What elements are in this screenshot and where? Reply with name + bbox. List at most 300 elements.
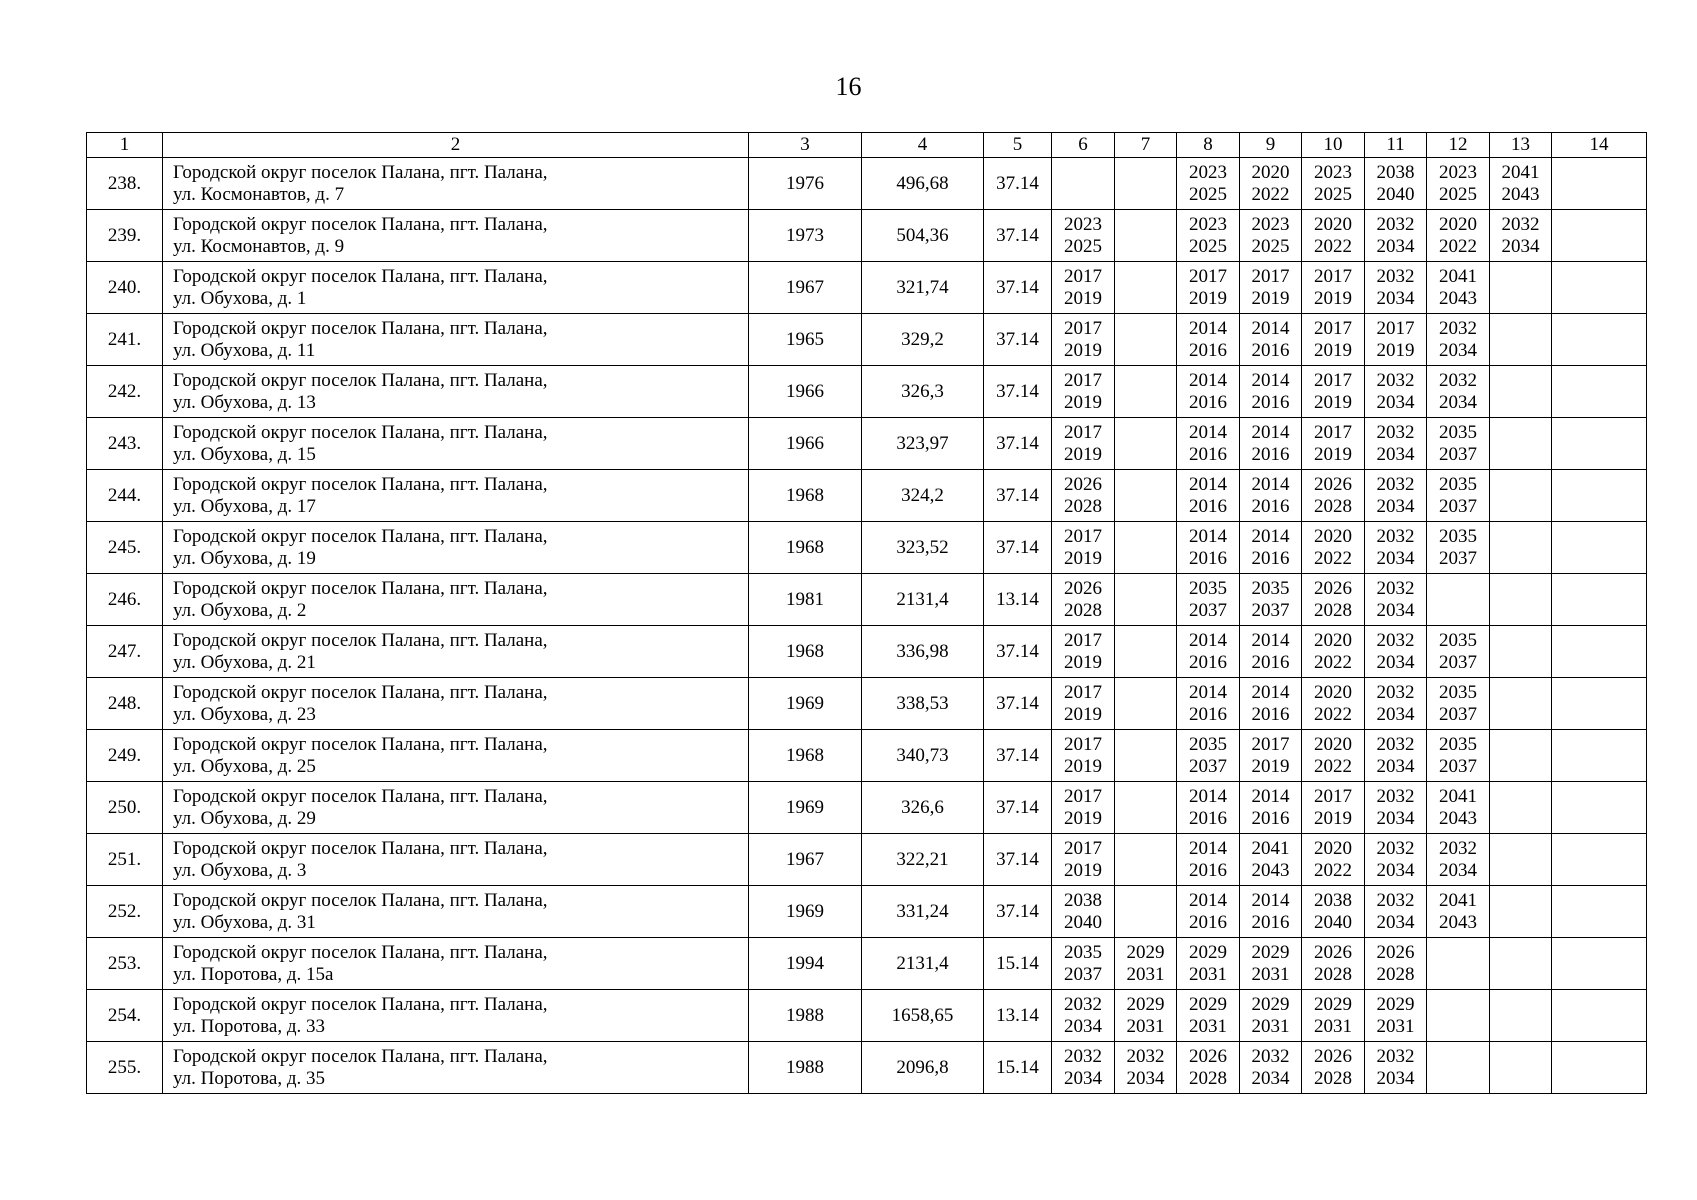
period-c12 [1427, 678, 1490, 730]
area-value-text: 323,52 [896, 536, 949, 558]
period-c12 [1427, 886, 1490, 938]
period-c8 [1177, 262, 1240, 314]
period-c10 [1302, 158, 1365, 210]
period-c8 [1177, 210, 1240, 262]
area-value [862, 314, 984, 366]
code-value [984, 782, 1052, 834]
period-c9 [1240, 626, 1302, 678]
period-year: 2023 [1189, 161, 1227, 183]
area-value [862, 938, 984, 990]
row-number-text: 243. [107, 432, 142, 454]
period-year: 2034 [1376, 807, 1415, 829]
period-year: 2028 [1314, 963, 1352, 985]
period-c14 [1552, 834, 1647, 886]
period-c6 [1052, 522, 1115, 574]
period-year: 2023 [1189, 213, 1227, 235]
period-c7 [1115, 938, 1177, 990]
row-number-text: 248. [107, 692, 142, 714]
period-c8 [1177, 886, 1240, 938]
period-year: 2019 [1064, 651, 1102, 673]
period-c13 [1490, 262, 1552, 314]
period-year: 2028 [1314, 495, 1352, 517]
code-value [984, 626, 1052, 678]
row-number [87, 574, 163, 626]
code-value [984, 262, 1052, 314]
period-year: 2019 [1064, 703, 1102, 725]
period-year: 2017 [1064, 317, 1102, 339]
period-year: 2022 [1314, 547, 1352, 569]
period-year: 2032 [1439, 317, 1477, 339]
code-value [984, 418, 1052, 470]
period-year: 2022 [1314, 703, 1352, 725]
table-row [87, 158, 1647, 210]
code-value [984, 938, 1052, 990]
row-number-text: 255. [107, 1056, 142, 1078]
area-value-text: 324,2 [901, 484, 944, 506]
row-number [87, 782, 163, 834]
address-line: Городской округ поселок Палана, пгт. Палана, [173, 941, 548, 963]
row-number-text: 238. [107, 172, 142, 194]
period-c10 [1302, 990, 1365, 1042]
row-number [87, 990, 163, 1042]
period-year: 2035 [1439, 421, 1477, 443]
period-year: 2025 [1189, 183, 1227, 205]
column-header: 4 [862, 133, 984, 158]
period-year: 2020 [1314, 681, 1352, 703]
period-year: 2041 [1251, 837, 1290, 859]
period-c14 [1552, 210, 1647, 262]
period-year: 2032 [1376, 213, 1415, 235]
period-year: 2041 [1439, 785, 1477, 807]
period-year: 2023 [1439, 161, 1477, 183]
table-row [87, 938, 1647, 990]
area-value [862, 418, 984, 470]
build-year [749, 730, 862, 782]
build-year [749, 470, 862, 522]
period-year: 2031 [1251, 963, 1290, 985]
period-c14 [1552, 262, 1647, 314]
period-c10 [1302, 1042, 1365, 1094]
address-line: ул. Обухова, д. 29 [173, 807, 316, 829]
address-line: ул. Обухова, д. 23 [173, 703, 316, 725]
row-number-text: 251. [107, 848, 142, 870]
build-year-text: 1969 [786, 796, 824, 818]
period-c10 [1302, 210, 1365, 262]
period-c12 [1427, 366, 1490, 418]
period-year: 2035 [1189, 733, 1227, 755]
period-year: 2017 [1064, 525, 1102, 547]
period-c12 [1427, 314, 1490, 366]
address-line: Городской округ поселок Палана, пгт. Палана, [173, 525, 548, 547]
area-value [862, 678, 984, 730]
period-year: 2014 [1189, 317, 1227, 339]
column-header: 2 [163, 133, 749, 158]
period-c11 [1365, 262, 1427, 314]
period-year: 2016 [1189, 651, 1227, 673]
build-year-text: 1966 [786, 380, 824, 402]
period-year: 2026 [1064, 473, 1102, 495]
area-value [862, 366, 984, 418]
period-year: 2038 [1064, 889, 1102, 911]
column-header: 13 [1490, 133, 1552, 158]
period-year: 2037 [1251, 599, 1290, 621]
period-c11 [1365, 314, 1427, 366]
period-c7 [1115, 210, 1177, 262]
row-number [87, 886, 163, 938]
period-year: 2032 [1376, 369, 1415, 391]
period-year: 2029 [1251, 941, 1290, 963]
period-year: 2023 [1314, 161, 1352, 183]
column-header: 7 [1115, 133, 1177, 158]
period-year: 2017 [1189, 265, 1227, 287]
period-year: 2026 [1376, 941, 1415, 963]
period-year: 2031 [1376, 1015, 1415, 1037]
period-year: 2019 [1064, 443, 1102, 465]
period-year: 2034 [1064, 1015, 1102, 1037]
row-number [87, 678, 163, 730]
period-c9 [1240, 522, 1302, 574]
address-cell [163, 782, 749, 834]
period-c9 [1240, 782, 1302, 834]
period-year: 2019 [1251, 287, 1290, 309]
period-year: 2035 [1439, 681, 1477, 703]
period-year: 2020 [1251, 161, 1290, 183]
period-c9 [1240, 1042, 1302, 1094]
period-c7 [1115, 314, 1177, 366]
period-c8 [1177, 678, 1240, 730]
period-year: 2019 [1064, 807, 1102, 829]
period-c14 [1552, 418, 1647, 470]
code-value [984, 886, 1052, 938]
row-number-text: 239. [107, 224, 142, 246]
address-line: ул. Обухова, д. 13 [173, 391, 316, 413]
period-year: 2022 [1314, 235, 1352, 257]
row-number-text: 254. [107, 1004, 142, 1026]
address-line: Городской округ поселок Палана, пгт. Палана, [173, 317, 548, 339]
period-year: 2017 [1251, 733, 1290, 755]
code-value-text: 15.14 [996, 952, 1039, 974]
period-year: 2016 [1189, 547, 1227, 569]
address-line: Городской округ поселок Палана, пгт. Палана, [173, 577, 548, 599]
period-year: 2034 [1376, 287, 1415, 309]
period-c12 [1427, 626, 1490, 678]
period-year: 2034 [1376, 651, 1415, 673]
period-year: 2019 [1064, 339, 1102, 361]
period-year: 2035 [1439, 629, 1477, 651]
address-cell [163, 938, 749, 990]
period-year: 2026 [1314, 473, 1352, 495]
period-c13 [1490, 470, 1552, 522]
period-c13 [1490, 314, 1552, 366]
period-c11 [1365, 1042, 1427, 1094]
period-c12 [1427, 834, 1490, 886]
address-line: ул. Обухова, д. 21 [173, 651, 316, 673]
area-value-text: 321,74 [896, 276, 949, 298]
period-year: 2026 [1064, 577, 1102, 599]
period-year: 2022 [1251, 183, 1290, 205]
row-number-text: 244. [107, 484, 142, 506]
code-value [984, 1042, 1052, 1094]
header-row [87, 133, 1647, 158]
period-c11 [1365, 886, 1427, 938]
address-cell [163, 418, 749, 470]
period-year: 2037 [1439, 495, 1477, 517]
period-year: 2016 [1189, 443, 1227, 465]
period-year: 2031 [1189, 1015, 1227, 1037]
period-c10 [1302, 938, 1365, 990]
period-c14 [1552, 314, 1647, 366]
period-year: 2040 [1376, 183, 1415, 205]
period-c10 [1302, 886, 1365, 938]
period-c6 [1052, 158, 1115, 210]
period-c6 [1052, 730, 1115, 782]
period-year: 2014 [1189, 629, 1227, 651]
area-value-text: 2131,4 [896, 952, 949, 974]
period-year: 2032 [1064, 993, 1102, 1015]
period-year: 2034 [1376, 911, 1415, 933]
period-c6 [1052, 1042, 1115, 1094]
period-year: 2017 [1314, 265, 1352, 287]
build-year [749, 678, 862, 730]
code-value-text: 37.14 [996, 536, 1039, 558]
period-year: 2016 [1189, 807, 1227, 829]
period-c8 [1177, 834, 1240, 886]
period-year: 2016 [1251, 339, 1290, 361]
period-c13 [1490, 1042, 1552, 1094]
build-year-text: 1988 [786, 1004, 824, 1026]
address-cell [163, 366, 749, 418]
code-value [984, 470, 1052, 522]
period-year: 2014 [1189, 369, 1227, 391]
period-c10 [1302, 574, 1365, 626]
period-year: 2016 [1189, 703, 1227, 725]
period-c12 [1427, 574, 1490, 626]
build-year [749, 1042, 862, 1094]
period-year: 2016 [1251, 911, 1290, 933]
period-c10 [1302, 678, 1365, 730]
area-value-text: 2131,4 [896, 588, 949, 610]
period-year: 2034 [1376, 599, 1415, 621]
period-c9 [1240, 366, 1302, 418]
register-table [86, 132, 1647, 1094]
period-c12 [1427, 522, 1490, 574]
table-row [87, 574, 1647, 626]
row-number-text: 242. [107, 380, 142, 402]
row-number [87, 262, 163, 314]
period-c14 [1552, 470, 1647, 522]
row-number-text: 249. [107, 744, 142, 766]
period-year: 2034 [1064, 1067, 1102, 1089]
address-cell [163, 262, 749, 314]
period-year: 2032 [1376, 421, 1415, 443]
row-number-text: 246. [107, 588, 142, 610]
code-value-text: 37.14 [996, 380, 1039, 402]
period-c6 [1052, 418, 1115, 470]
period-c9 [1240, 262, 1302, 314]
period-c14 [1552, 574, 1647, 626]
area-value [862, 574, 984, 626]
period-c6 [1052, 262, 1115, 314]
period-c7 [1115, 574, 1177, 626]
area-value-text: 496,68 [896, 172, 949, 194]
period-year: 2029 [1376, 993, 1415, 1015]
period-c7 [1115, 834, 1177, 886]
period-year: 2017 [1064, 421, 1102, 443]
period-year: 2019 [1314, 391, 1352, 413]
area-value [862, 626, 984, 678]
row-number [87, 418, 163, 470]
period-c8 [1177, 990, 1240, 1042]
period-year: 2016 [1251, 391, 1290, 413]
period-year: 2014 [1189, 525, 1227, 547]
period-year: 2034 [1439, 339, 1477, 361]
code-value-text: 13.14 [996, 588, 1039, 610]
build-year-text: 1968 [786, 744, 824, 766]
period-year: 2026 [1314, 577, 1352, 599]
row-number-text: 252. [107, 900, 142, 922]
period-year: 2019 [1251, 755, 1290, 777]
period-c10 [1302, 314, 1365, 366]
period-year: 2014 [1189, 837, 1227, 859]
period-year: 2032 [1376, 473, 1415, 495]
period-c10 [1302, 730, 1365, 782]
code-value [984, 574, 1052, 626]
period-c6 [1052, 366, 1115, 418]
period-year: 2034 [1439, 391, 1477, 413]
area-value [862, 886, 984, 938]
build-year [749, 886, 862, 938]
period-c9 [1240, 210, 1302, 262]
period-c12 [1427, 990, 1490, 1042]
area-value [862, 990, 984, 1042]
address-line: ул. Обухова, д. 11 [173, 339, 316, 361]
period-year: 2017 [1064, 733, 1102, 755]
period-c12 [1427, 470, 1490, 522]
period-year: 2028 [1064, 495, 1102, 517]
period-year: 2019 [1064, 755, 1102, 777]
period-year: 2016 [1189, 339, 1227, 361]
period-year: 2037 [1189, 755, 1227, 777]
period-year: 2025 [1189, 235, 1227, 257]
address-line: ул. Обухова, д. 19 [173, 547, 316, 569]
period-c13 [1490, 522, 1552, 574]
period-year: 2017 [1314, 317, 1352, 339]
period-c10 [1302, 522, 1365, 574]
build-year [749, 314, 862, 366]
code-value [984, 522, 1052, 574]
code-value [984, 678, 1052, 730]
period-year: 2014 [1251, 629, 1290, 651]
build-year [749, 834, 862, 886]
period-c13 [1490, 366, 1552, 418]
period-c6 [1052, 938, 1115, 990]
period-year: 2031 [1314, 1015, 1352, 1037]
address-line: ул. Обухова, д. 25 [173, 755, 316, 777]
area-value-text: 340,73 [896, 744, 949, 766]
build-year-text: 1969 [786, 692, 824, 714]
period-c13 [1490, 210, 1552, 262]
address-cell [163, 470, 749, 522]
period-year: 2020 [1314, 629, 1352, 651]
address-cell [163, 626, 749, 678]
period-year: 2025 [1439, 183, 1477, 205]
period-year: 2017 [1064, 837, 1102, 859]
build-year [749, 262, 862, 314]
code-value [984, 834, 1052, 886]
area-value-text: 504,36 [896, 224, 949, 246]
area-value [862, 262, 984, 314]
period-c11 [1365, 158, 1427, 210]
period-c7 [1115, 678, 1177, 730]
build-year [749, 626, 862, 678]
period-c13 [1490, 626, 1552, 678]
period-year: 2014 [1251, 369, 1290, 391]
period-c11 [1365, 366, 1427, 418]
period-year: 2017 [1314, 369, 1352, 391]
period-year: 2032 [1376, 525, 1415, 547]
period-c8 [1177, 730, 1240, 782]
area-value-text: 322,21 [896, 848, 949, 870]
period-year: 2034 [1251, 1067, 1290, 1089]
period-year: 2016 [1189, 391, 1227, 413]
period-c6 [1052, 626, 1115, 678]
area-value [862, 470, 984, 522]
period-year: 2032 [1376, 681, 1415, 703]
address-line: Городской округ поселок Палана, пгт. Палана, [173, 265, 548, 287]
area-value [862, 782, 984, 834]
period-year: 2034 [1376, 391, 1415, 413]
address-line: ул. Обухова, д. 2 [173, 599, 307, 621]
page-number: 16 [835, 72, 862, 101]
period-c7 [1115, 262, 1177, 314]
period-year: 2032 [1251, 1045, 1290, 1067]
period-year: 2032 [1376, 265, 1415, 287]
period-c14 [1552, 938, 1647, 990]
build-year [749, 158, 862, 210]
period-year: 2022 [1439, 235, 1477, 257]
address-cell [163, 158, 749, 210]
period-c11 [1365, 990, 1427, 1042]
area-value-text: 338,53 [896, 692, 949, 714]
period-year: 2019 [1376, 339, 1415, 361]
code-value-text: 13.14 [996, 1004, 1039, 1026]
period-c11 [1365, 678, 1427, 730]
period-year: 2017 [1314, 421, 1352, 443]
period-year: 2016 [1189, 911, 1227, 933]
period-c11 [1365, 210, 1427, 262]
period-year: 2020 [1314, 525, 1352, 547]
period-c10 [1302, 262, 1365, 314]
period-c9 [1240, 158, 1302, 210]
period-c12 [1427, 938, 1490, 990]
area-value [862, 522, 984, 574]
period-c14 [1552, 522, 1647, 574]
area-value-text: 331,24 [896, 900, 949, 922]
period-c8 [1177, 366, 1240, 418]
code-value-text: 37.14 [996, 692, 1039, 714]
column-header: 1 [87, 133, 163, 158]
period-year: 2034 [1501, 235, 1540, 257]
column-header: 3 [749, 133, 862, 158]
period-year: 2014 [1189, 681, 1227, 703]
address-line: ул. Обухова, д. 15 [173, 443, 316, 465]
period-year: 2016 [1251, 495, 1290, 517]
address-line: Городской округ поселок Палана, пгт. Палана, [173, 837, 548, 859]
period-year: 2037 [1439, 755, 1477, 777]
period-c11 [1365, 782, 1427, 834]
table-row [87, 834, 1647, 886]
period-year: 2016 [1189, 859, 1227, 881]
